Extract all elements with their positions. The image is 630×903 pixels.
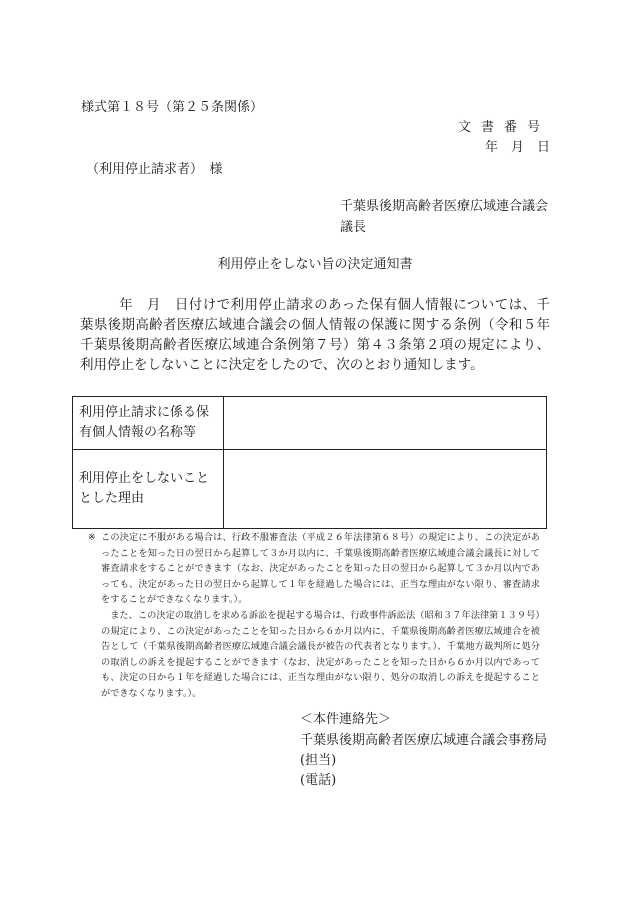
row-label-reason: 利用停止をしないこととした理由: [73, 450, 224, 529]
issuer-organization: 千葉県後期高齢者医療広域連合議会: [340, 199, 549, 214]
date-label: 年 月 日: [484, 140, 550, 155]
document-title: 利用停止をしない旨の決定通知書: [217, 257, 413, 272]
note-paragraph-appeal-text: この決定に不服がある場合は、行政不服審査法（平成２６年法律第６８号）の規定により、この決定があったことを知った日の翌日から起算して３か月以内に、千葉県後期高齢者医療広域連合議会議長に対して審査請求をすることができます（なお、決定があったことを知った日の翌日から起算して３か月以内であっても、決定があった日の翌日から起算して１年を経過した場合には、正当な理由がない限り、審査請求をすることができなくなります。）。: [101, 532, 540, 606]
contact-office: 千葉県後期高齢者医療広域連合議会事務局: [300, 733, 548, 748]
row-value-info-name: [224, 397, 547, 450]
addressee: （利用停止請求者） 様: [86, 162, 223, 177]
note-block: [88, 530, 540, 702]
issuer-title: 議長: [340, 220, 367, 235]
contact-person: (担当): [300, 753, 337, 768]
table-row: [73, 450, 547, 529]
document-number-label: 文書番号: [457, 120, 550, 135]
form-number: 様式第１８号（第２５条関係）: [81, 100, 264, 115]
contact-heading: ＜本件連絡先＞: [300, 712, 392, 727]
body-text: 年 月 日付けで利用停止請求のあった保有個人情報については、千葉県後期高齢者医療広域連合議会の個人情報の保護に関する条例（令和５年千葉県後期高齢者医療広域連合条例第７号）第４３条第２項の規定により、利用停止をしないことに決定をしたので、次のとおり通知します。: [80, 297, 550, 373]
table-row: [73, 397, 547, 450]
note-paragraph-appeal: [101, 530, 540, 608]
note-paragraph-lawsuit: また、この決定の取消しを求める訴訟を提起する場合は、行政事件訴訟法（昭和３７年法律第１３９号）の規定により、この決定があったことを知った日から６か月以内に、千葉県後期高齢者医療広域連合を被告として（千葉県後期高齢者医療広域連合議会議長が被告の代表者となります。）、千葉地方裁判所に処分の取消しの訴えを提起することができます（なお、決定があったことを知った日から６か月以内であっても、決定の日から１年を経過した場合には、正当な理由がない限り、処分の取消しの訴えを提起することができなくなります。）。: [101, 609, 540, 699]
row-label-info-name: 利用停止請求に係る保有個人情報の名称等: [73, 397, 224, 450]
note-mark: ※: [88, 532, 96, 543]
notes: [88, 530, 540, 702]
row-value-reason: [224, 450, 547, 529]
contact-phone: (電話): [300, 773, 337, 788]
contact-block: [300, 710, 547, 791]
info-table: [72, 396, 547, 529]
